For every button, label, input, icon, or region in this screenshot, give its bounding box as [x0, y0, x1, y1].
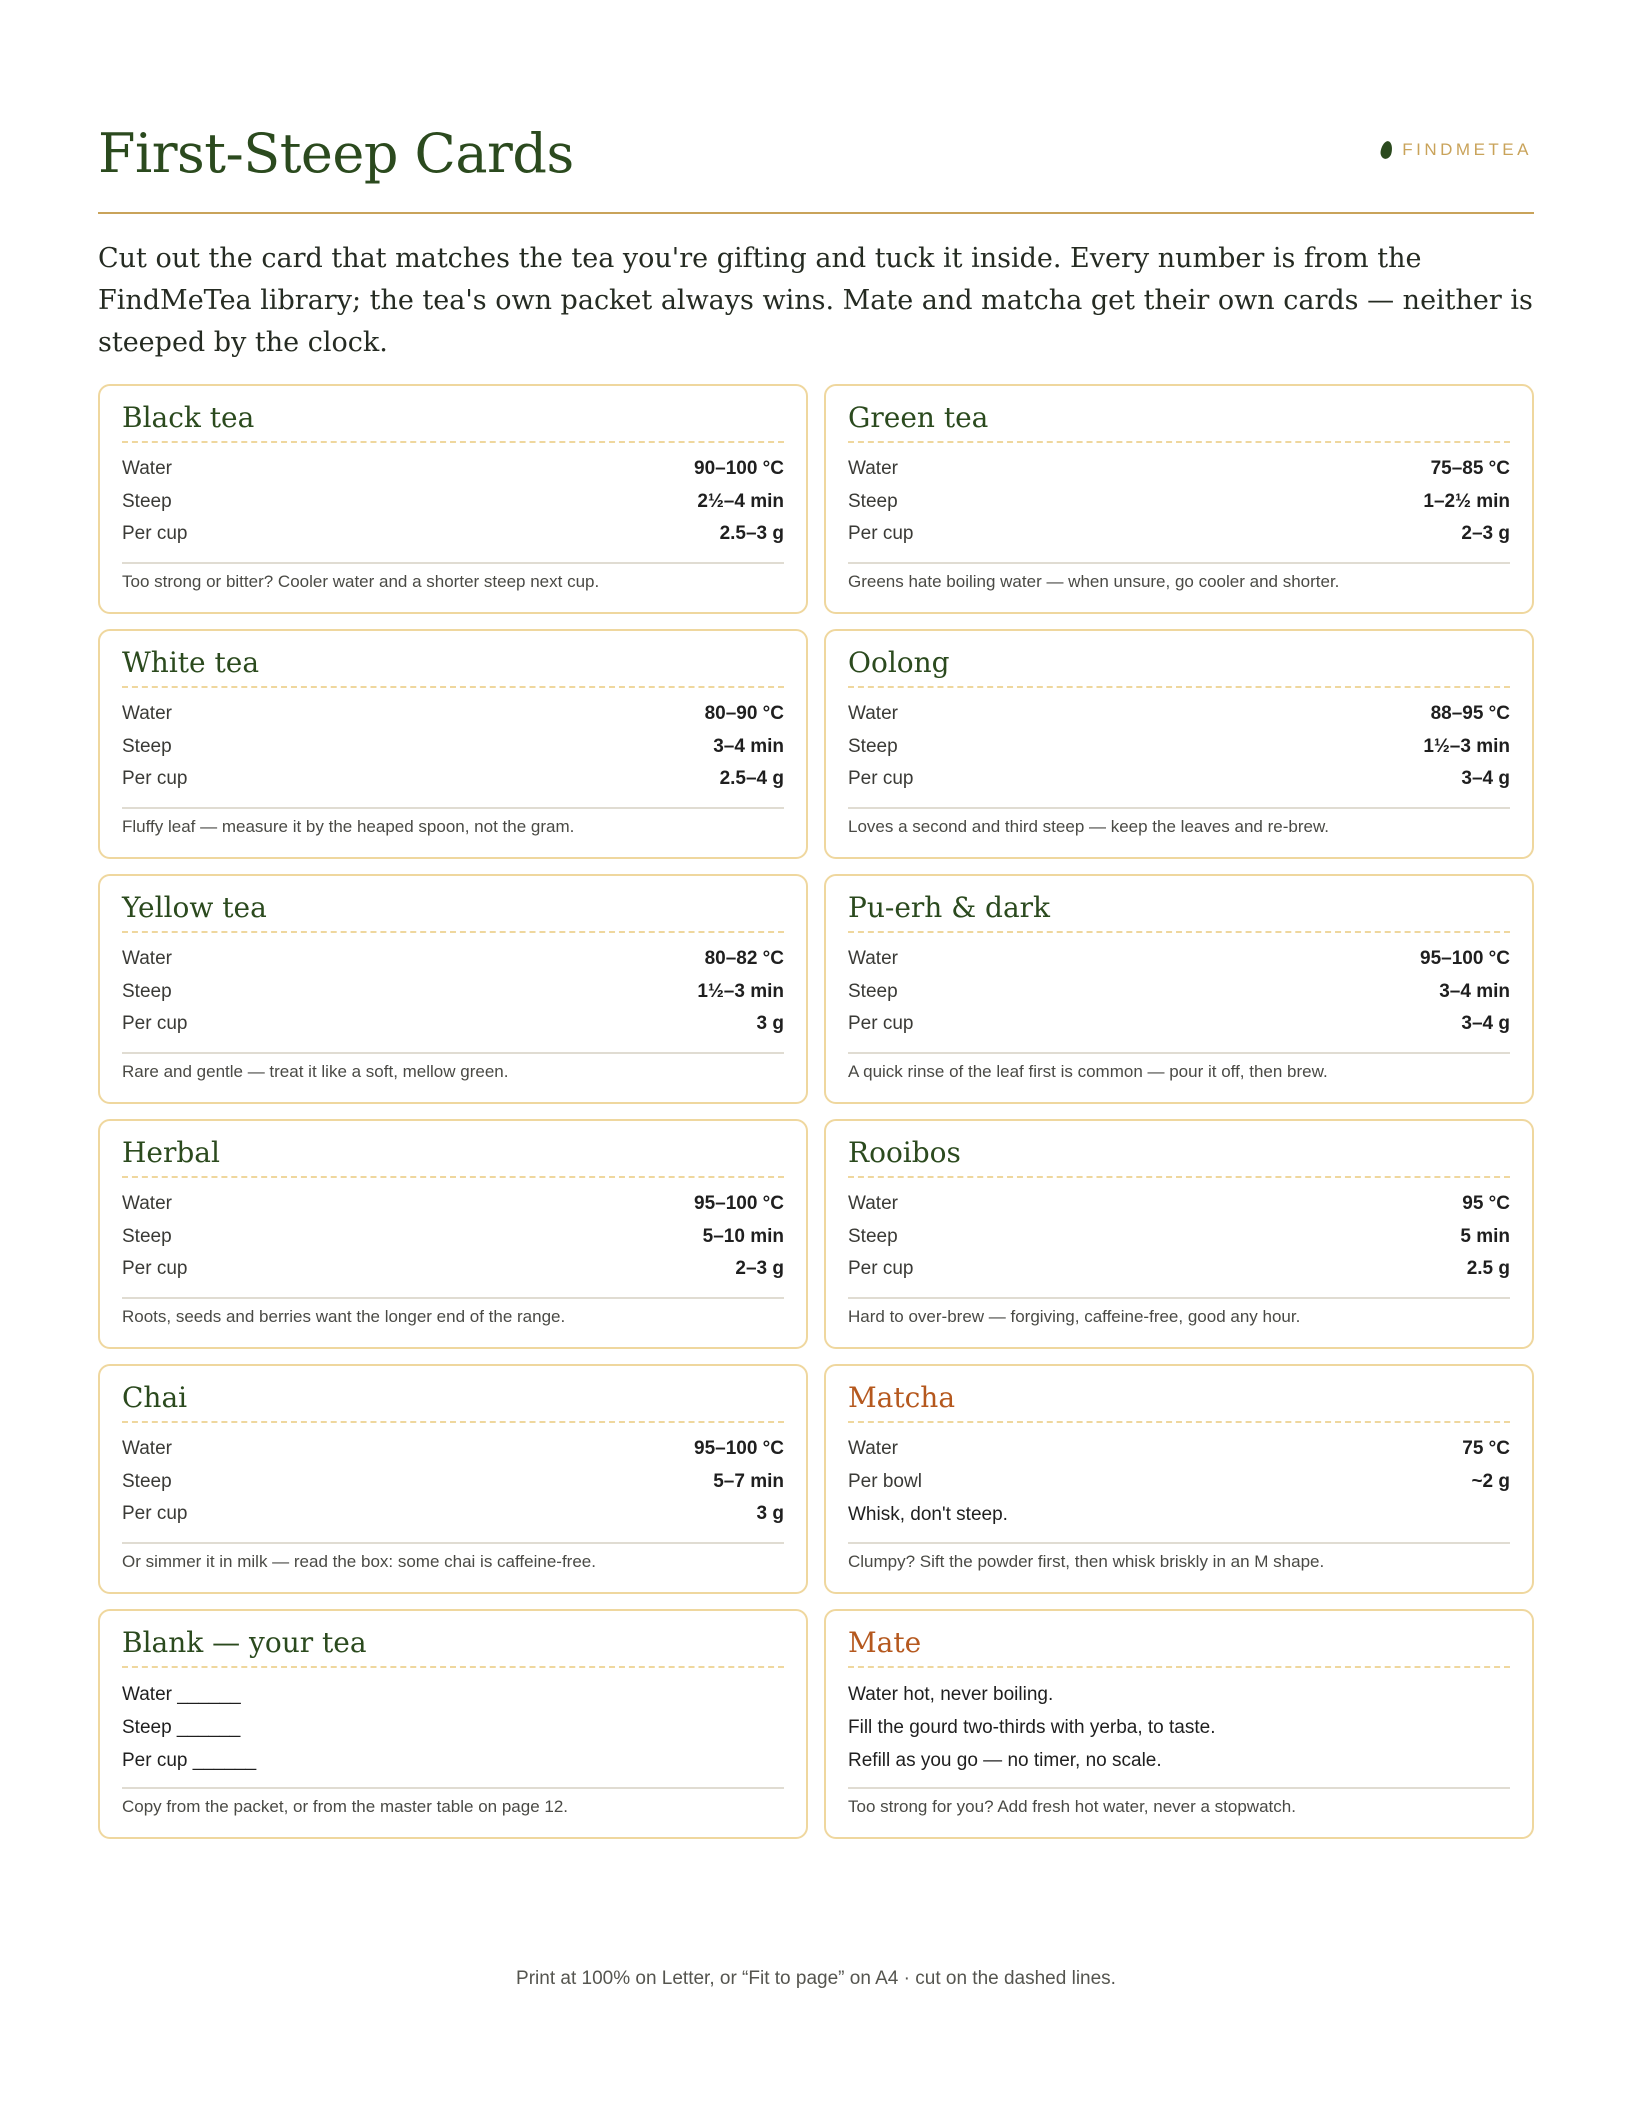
row-value: 2–3 g	[1461, 523, 1510, 544]
steep-card	[824, 874, 1534, 1104]
card-row	[848, 1188, 1510, 1221]
card-row	[122, 943, 784, 976]
card-note: Roots, seeds and berries want the longer end of the range.	[122, 1297, 784, 1327]
card-row	[122, 763, 784, 796]
card-note: Hard to over-brew — forgiving, caffeine-free, good any hour.	[848, 1297, 1510, 1327]
steep-card	[824, 1119, 1534, 1349]
row-label: Water	[848, 1438, 898, 1459]
card-row	[122, 976, 784, 1009]
card-row	[848, 1433, 1510, 1466]
card-rows	[122, 933, 784, 1043]
row-label: Per cup	[848, 1258, 914, 1279]
card-row	[848, 763, 1510, 796]
row-label: Water	[848, 1193, 898, 1214]
card-row	[848, 976, 1510, 1009]
steep-card	[98, 1364, 808, 1594]
row-label: Water	[122, 1438, 172, 1459]
card-line: Water hot, never boiling.	[848, 1684, 1054, 1705]
row-label: Water	[122, 458, 172, 479]
card-note: Rare and gentle — treat it like a soft, mellow green.	[122, 1052, 784, 1082]
card-row	[848, 518, 1510, 551]
row-value: 95–100 °C	[694, 1438, 784, 1459]
row-label: Steep	[122, 490, 172, 512]
card-title: White tea	[122, 643, 784, 688]
row-value: 1–2½ min	[1423, 490, 1510, 512]
card-rows	[122, 1423, 784, 1533]
card-row	[848, 486, 1510, 519]
card-rows	[848, 1668, 1510, 1778]
row-value: 2.5 g	[1466, 1258, 1510, 1279]
row-value: 75 °C	[1462, 1438, 1510, 1459]
row-value: 88–95 °C	[1430, 703, 1510, 724]
card-row	[122, 1188, 784, 1221]
card-note: Fluffy leaf — measure it by the heaped spoon, not the gram.	[122, 807, 784, 837]
card-title: Matcha	[848, 1378, 1510, 1423]
card-row	[122, 1466, 784, 1499]
row-label: Water	[848, 948, 898, 969]
card-line: Refill as you go — no timer, no scale.	[848, 1750, 1162, 1771]
row-value: 3–4 g	[1461, 768, 1510, 789]
card-row	[122, 486, 784, 519]
card-line: Per cup ______	[122, 1750, 257, 1771]
card-rows	[848, 688, 1510, 798]
card-title: Yellow tea	[122, 888, 784, 933]
steep-card	[824, 384, 1534, 614]
row-value: 2½–4 min	[697, 490, 784, 512]
row-label: Steep	[848, 980, 898, 1002]
row-label: Water	[122, 703, 172, 724]
row-label: Steep	[848, 490, 898, 512]
page-title: First-Steep Cards	[98, 122, 574, 185]
row-label: Per cup	[122, 768, 188, 789]
row-value: 3–4 min	[713, 735, 784, 757]
card-line: Fill the gourd two-thirds with yerba, to taste.	[848, 1717, 1216, 1738]
card-rows	[122, 688, 784, 798]
row-value: 3–4 min	[1439, 980, 1510, 1002]
print-instructions: Print at 100% on Letter, or “Fit to page” on A4 · cut on the dashed lines.	[516, 1968, 1116, 1989]
row-value: 75–85 °C	[1430, 458, 1510, 479]
row-label: Steep	[122, 735, 172, 757]
row-value: 5–7 min	[713, 1470, 784, 1492]
card-row	[122, 731, 784, 764]
row-value: 3 g	[756, 1503, 784, 1524]
card-row	[122, 1221, 784, 1254]
card-line: Water ______	[122, 1684, 241, 1705]
card-rows	[122, 1178, 784, 1288]
steep-card	[824, 629, 1534, 859]
brand-logo	[1381, 140, 1532, 160]
row-value: 2–3 g	[735, 1258, 784, 1279]
row-label: Water	[848, 703, 898, 724]
leaf-icon	[1380, 140, 1395, 160]
card-note: Too strong or bitter? Cooler water and a shorter steep next cup.	[122, 562, 784, 592]
card-title: Rooibos	[848, 1133, 1510, 1178]
row-value: 5 min	[1460, 1225, 1510, 1247]
card-line: Whisk, don't steep.	[848, 1504, 1008, 1525]
card-row	[848, 1466, 1510, 1499]
card-title: Blank — your tea	[122, 1623, 784, 1668]
card-note: Greens hate boiling water — when unsure, go cooler and shorter.	[848, 562, 1510, 592]
steep-card	[98, 384, 808, 614]
row-label: Steep	[848, 1225, 898, 1247]
card-rows	[848, 933, 1510, 1043]
card-row	[848, 1008, 1510, 1041]
row-label: Water	[122, 1193, 172, 1214]
row-value: 5–10 min	[702, 1225, 784, 1247]
row-label: Steep	[122, 1470, 172, 1492]
card-row	[122, 1253, 784, 1286]
card-title: Oolong	[848, 643, 1510, 688]
page-header	[98, 118, 1534, 214]
card-title: Green tea	[848, 398, 1510, 443]
card-rows	[848, 1423, 1510, 1533]
card-row	[848, 1221, 1510, 1254]
brand-name: FINDMETEA	[1402, 140, 1532, 159]
card-row	[122, 453, 784, 486]
card-title: Herbal	[122, 1133, 784, 1178]
card-note: Clumpy? Sift the powder first, then whisk briskly in an M shape.	[848, 1542, 1510, 1572]
card-rows	[122, 443, 784, 553]
steep-card	[98, 874, 808, 1104]
row-value: 2.5–4 g	[719, 768, 784, 789]
card-note: A quick rinse of the leaf first is common — pour it off, then brew.	[848, 1052, 1510, 1082]
row-label: Per cup	[122, 1013, 188, 1034]
row-label: Per cup	[848, 768, 914, 789]
row-label: Water	[122, 948, 172, 969]
row-label: Per bowl	[848, 1470, 922, 1492]
row-value: 90–100 °C	[694, 458, 784, 479]
row-value: 95–100 °C	[694, 1193, 784, 1214]
row-value: 1½–3 min	[1423, 735, 1510, 757]
card-title: Mate	[848, 1623, 1510, 1668]
row-label: Per cup	[122, 1503, 188, 1524]
card-rows	[848, 443, 1510, 553]
card-line: Steep ______	[122, 1717, 241, 1738]
intro-text: Cut out the card that matches the tea you're gifting and tuck it inside. Every number is from the FindMeTea library; the tea's own packet always wins. Mate and matcha get their own cards — neither is steeped by the clock.	[98, 243, 1533, 358]
card-row	[122, 1008, 784, 1041]
row-label: Per cup	[848, 1013, 914, 1034]
row-label: Steep	[122, 980, 172, 1002]
row-label: Per cup	[122, 523, 188, 544]
card-row	[848, 1253, 1510, 1286]
card-note: Too strong for you? Add fresh hot water, never a stopwatch.	[848, 1787, 1510, 1817]
card-row	[848, 698, 1510, 731]
row-label: Steep	[848, 735, 898, 757]
card-note: Or simmer it in milk — read the box: some chai is caffeine-free.	[122, 1542, 784, 1572]
card-rows	[122, 1668, 784, 1778]
row-value: 80–82 °C	[704, 948, 784, 969]
card-note: Copy from the packet, or from the master table on page 12.	[122, 1787, 784, 1817]
steep-card	[824, 1364, 1534, 1594]
row-value: 1½–3 min	[697, 980, 784, 1002]
row-value: 3 g	[756, 1013, 784, 1034]
row-value: 3–4 g	[1461, 1013, 1510, 1034]
row-value: 95 °C	[1462, 1193, 1510, 1214]
steep-card	[98, 1609, 808, 1839]
card-note: Loves a second and third steep — keep the leaves and re-brew.	[848, 807, 1510, 837]
card-title: Pu-erh & dark	[848, 888, 1510, 933]
row-value: 80–90 °C	[704, 703, 784, 724]
row-label: Steep	[122, 1225, 172, 1247]
card-rows	[848, 1178, 1510, 1288]
steep-card	[824, 1609, 1534, 1839]
row-value: 2.5–3 g	[719, 523, 784, 544]
card-row	[848, 453, 1510, 486]
card-row	[848, 731, 1510, 764]
card-title: Black tea	[122, 398, 784, 443]
card-row	[122, 1433, 784, 1466]
row-label: Per cup	[122, 1258, 188, 1279]
card-title: Chai	[122, 1378, 784, 1423]
card-row	[848, 943, 1510, 976]
card-row	[122, 518, 784, 551]
card-grid	[98, 384, 1534, 1839]
card-row	[122, 1498, 784, 1531]
steep-card	[98, 629, 808, 859]
row-label: Water	[848, 458, 898, 479]
card-row	[122, 698, 784, 731]
steep-card	[98, 1119, 808, 1349]
row-value: ~2 g	[1471, 1470, 1510, 1492]
row-value: 95–100 °C	[1420, 948, 1510, 969]
row-label: Per cup	[848, 523, 914, 544]
